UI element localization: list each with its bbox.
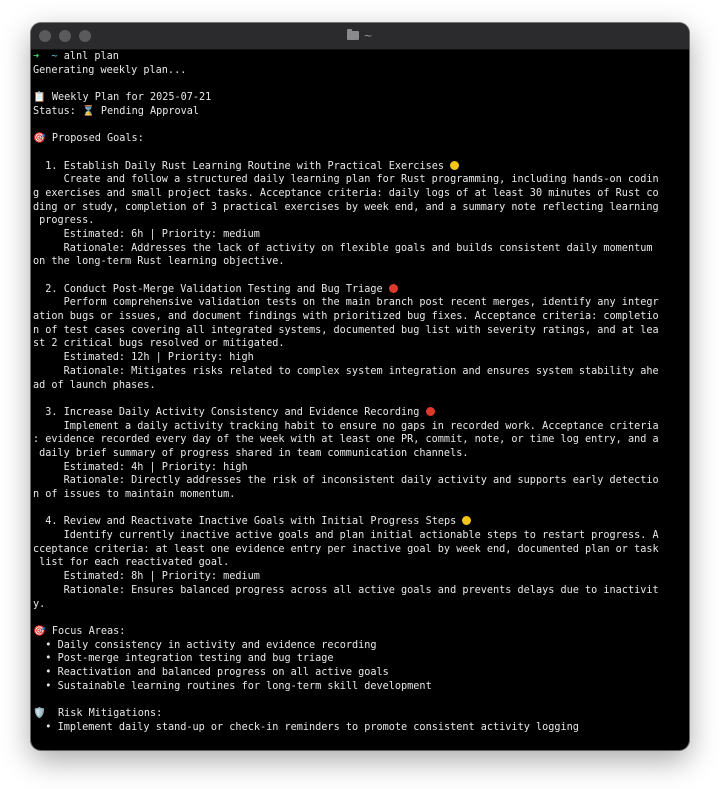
- priority-yellow-icon: [450, 161, 459, 170]
- goal-estimate-line: Estimated: 6h | Priority: medium: [33, 228, 260, 240]
- goal-title-line: [33, 160, 687, 174]
- hourglass-icon: ⌛: [82, 105, 95, 117]
- goal-description-line: Create and follow a structured daily learning plan for Rust programming, including hands-on codin: [33, 174, 659, 186]
- goals-heading-text: Proposed Goals:: [51, 133, 144, 145]
- priority-yellow-icon: [462, 516, 471, 525]
- window-title: [31, 29, 689, 43]
- focus-item: [33, 666, 687, 680]
- blank-line: [33, 693, 687, 707]
- status-label: Status:: [33, 105, 76, 117]
- goal-title: Establish Daily Rust Learning Routine with Practical Exercises: [63, 160, 444, 172]
- goal-rationale-line: y.: [33, 598, 46, 610]
- bullet: •: [45, 639, 52, 651]
- goal-description-line: n of test cases covering all integrated systems, documented bug list with severity ratings, and at lea: [33, 324, 659, 336]
- goal-description-line: Identify currently inactive active goals and plan initial actionable steps to restart progress. A: [33, 530, 659, 542]
- goal-description-line: list for each reactivated goal.: [33, 557, 230, 569]
- generating-text: Generating weekly plan...: [33, 64, 187, 76]
- goal-title-line: [33, 283, 687, 297]
- goal-description-line: ding or study, completion of 3 practical exercises by week end, and a summary note reflecting learning: [33, 201, 659, 213]
- window-title-text: ~: [363, 29, 373, 42]
- plan-header-text: Weekly Plan for 2025-07-21: [51, 92, 212, 104]
- goal-description-line: ation bugs or issues, and document findings with prioritized bug fixes. Acceptance criteria: completio: [33, 311, 659, 323]
- terminal-output[interactable]: [33, 50, 687, 748]
- prompt-path: ~: [51, 51, 58, 62]
- goal-description-line: daily brief summary of progress shared in team communication channels.: [33, 447, 469, 459]
- goal-description-line: : evidence recorded every day of the week with at least one PR, commit, note, or time log entry, and a: [33, 434, 659, 446]
- priority-red-icon: [426, 407, 435, 416]
- goal-number: 1.: [45, 160, 58, 172]
- goals-heading: [33, 132, 687, 146]
- focus-item-text: Reactivation and balanced progress on all active goals: [57, 666, 389, 678]
- goal-rationale-line: n of issues to maintain momentum.: [33, 489, 236, 500]
- prompt-line: [33, 50, 687, 64]
- goal-title: Increase Daily Activity Consistency and Evidence Recording: [63, 406, 420, 418]
- goal-description-line: cceptance criteria: at least one evidence entry per inactive goal by week end, documented plan or task: [33, 543, 659, 555]
- risk-heading-text: Risk Mitigations:: [57, 708, 163, 719]
- goal-rationale-line: Rationale: Directly addresses the risk of inconsistent daily activity and supports early detectio: [33, 475, 659, 487]
- title-bar[interactable]: [31, 23, 689, 50]
- priority-red-icon: [389, 284, 398, 293]
- goal-title-line: [33, 406, 687, 420]
- goal-rationale-line: ad of launch phases.: [33, 379, 156, 391]
- blank-line: [33, 269, 687, 283]
- goal-rationale-line: Rationale: Mitigates risks related to complex system integration and ensures system stability ahe: [33, 365, 659, 377]
- goal-rationale-line: Rationale: Addresses the lack of activity on flexible goals and builds consistent daily momentum: [33, 242, 653, 254]
- terminal-window: [31, 23, 689, 750]
- goal-estimate-line: Estimated: 4h | Priority: high: [33, 461, 248, 473]
- shield-icon: 🛡️: [33, 708, 46, 719]
- goal-rationale-line: Rationale: Ensures balanced progress across all active goals and prevents delays due to inactivit: [33, 584, 659, 596]
- blank-line: [33, 611, 687, 625]
- goal-title-line: [33, 515, 687, 529]
- goal-number: 3.: [45, 406, 58, 418]
- blank-line: [33, 392, 687, 406]
- clipboard-icon: 📋: [33, 92, 46, 104]
- prompt-arrow-icon: ➜: [33, 51, 40, 62]
- goal-estimate-line: Estimated: 12h | Priority: high: [33, 352, 254, 364]
- goal-description-line: st 2 critical bugs resolved or mitigated.: [33, 338, 285, 350]
- plan-header: [33, 91, 687, 105]
- goal-number: 4.: [45, 516, 58, 528]
- focus-item-text: Daily consistency in activity and evidence recording: [57, 639, 377, 651]
- blank-line: [33, 118, 687, 132]
- goal-description-line: Perform comprehensive validation tests on the main branch post recent merges, identify any integr: [33, 297, 659, 309]
- focus-heading-text: Focus Areas:: [51, 625, 126, 637]
- goal-description-line: progress.: [33, 215, 95, 227]
- bullet: •: [45, 680, 52, 692]
- risk-heading: [33, 707, 687, 721]
- goal-number: 2.: [45, 283, 58, 295]
- status-line: [33, 105, 687, 119]
- focus-item-text: Sustainable learning routines for long-term skill development: [57, 680, 432, 692]
- blank-line: [33, 146, 687, 160]
- goal-title: Review and Reactivate Inactive Goals with Initial Progress Steps: [63, 516, 457, 528]
- goal-title: Conduct Post-Merge Validation Testing and Bug Triage: [63, 283, 383, 295]
- risk-item: [33, 721, 687, 735]
- bullet: •: [45, 721, 52, 733]
- target-icon: 🎯: [33, 133, 46, 145]
- target-icon: 🎯: [33, 625, 46, 637]
- goal-description-line: g exercises and small project tasks. Acceptance criteria: daily logs of at least 30 minutes of Rust co: [33, 187, 659, 199]
- risk-list: [33, 721, 687, 735]
- goal-estimate-line: Estimated: 8h | Priority: medium: [33, 571, 260, 583]
- focus-heading: [33, 625, 687, 639]
- blank-line: [33, 77, 687, 91]
- bullet: •: [45, 666, 52, 678]
- focus-item: [33, 652, 687, 666]
- status-value: Pending Approval: [100, 105, 200, 117]
- focus-list: [33, 639, 687, 694]
- goal-rationale-line: on the long-term Rust learning objective.: [33, 256, 285, 268]
- focus-item: [33, 639, 687, 653]
- goal-description-line: Implement a daily activity tracking habit to ensure no gaps in recorded work. Acceptance criteria: [33, 420, 659, 432]
- risk-item-text: Implement daily stand-up or check-in reminders to promote consistent activity logging: [57, 721, 579, 733]
- focus-item-text: Post-merge integration testing and bug triage: [57, 653, 334, 665]
- goals-list: [33, 160, 687, 625]
- blank-line: [33, 502, 687, 516]
- prompt-command: alnl plan: [63, 51, 119, 62]
- folder-icon: [347, 31, 359, 40]
- focus-item: [33, 680, 687, 694]
- bullet: •: [45, 653, 52, 665]
